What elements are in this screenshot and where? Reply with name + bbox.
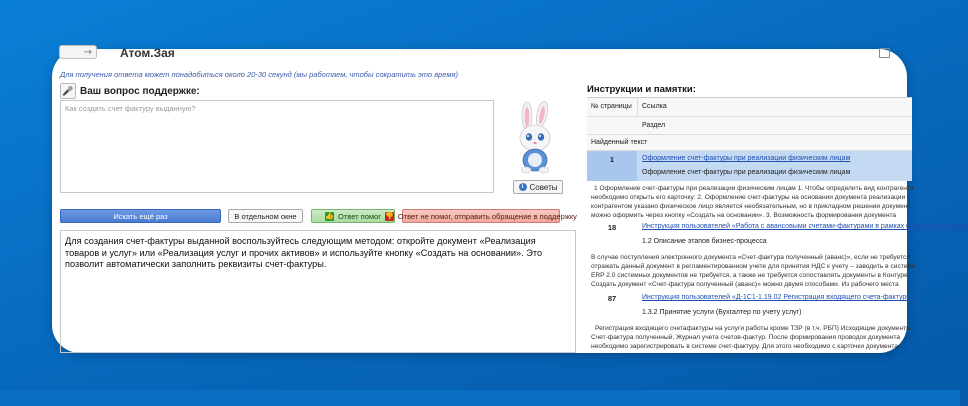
background-stripe	[0, 390, 960, 406]
column-found-text-header[interactable]: Найденный текст	[591, 139, 648, 146]
column-link-header[interactable]: Ссылка	[642, 103, 667, 110]
result-link[interactable]: Оформление счет-фактуры при реализации физическим лицам	[642, 155, 851, 162]
thumbs-down-icon: 👎	[385, 213, 394, 220]
microphone-icon: 🎤	[62, 85, 74, 96]
bunny-mascot-icon	[509, 102, 561, 174]
answer-text-area[interactable]	[60, 230, 576, 353]
result-found-text: необходимо открыть его карточку: 2. Оформление счет-фактуры на основании документа реализации	[591, 194, 906, 201]
answer-text: Для создания счет-фактуры выданной воспользуйтесь следующим методом: откройте документ «Реализация товаров и услуг» или «Реализация услуг и прочих активов» и используйте кнопку «Создать на основании». Это позволит автоматически заполнить реквизиты счет-фактуры.	[65, 236, 543, 270]
table-row[interactable]	[587, 151, 912, 181]
tips-label: Советы	[529, 182, 558, 192]
app-title: Атом.Зая	[120, 46, 175, 60]
search-again-button[interactable]: Искать ещё раз	[60, 209, 221, 223]
result-found-text: отражать данный документ в регламентированном учете для принятия НДС к учету – заводить в системе	[591, 263, 916, 270]
result-section: Оформление счет-фактуры при реализации физическим лицам	[642, 169, 851, 176]
instructions-title: Инструкции и памятки:	[587, 84, 696, 95]
result-section: 1.3.2 Принятие услуги (Бухгалтер по учету услуг)	[642, 309, 802, 316]
result-found-text: Регистрация входящего счетафактуры на услуги работы кроме ТЗР (в т.ч. РБП) Исходящие документы	[595, 325, 911, 332]
arrow-right-icon: →	[83, 46, 92, 58]
instructions-panel	[585, 49, 968, 353]
answer-not-helped-label: Ответ не помог, отправить обращение в поддержку	[397, 211, 577, 221]
answer-helped-button[interactable]	[311, 209, 395, 223]
table-header-row-2	[587, 117, 912, 135]
answer-not-helped-button[interactable]	[385, 209, 577, 223]
list-item	[587, 251, 916, 292]
result-link[interactable]: Инструкция пользователей «Д-1С1-1.19.02 Регистрация входящего счета-фактуры»	[642, 294, 916, 301]
list-item	[587, 322, 912, 354]
result-found-text: можно оформить через кнопку «Создать на основании». 3. Возможность формирования документа	[591, 212, 897, 219]
table-row[interactable]	[587, 221, 968, 251]
question-label: Ваш вопрос поддержке:	[80, 85, 200, 97]
response-time-hint: Для получения ответа может понадобиться около 20-30 секунд (мы работаем, чтобы сократить это время)	[60, 70, 459, 79]
open-in-window-button[interactable]: В отдельном окне	[228, 209, 303, 223]
info-icon: i	[519, 183, 527, 191]
result-page-number: 1	[609, 155, 615, 164]
instructions-table	[587, 97, 968, 354]
list-item	[587, 181, 912, 221]
result-found-text: ERP 2.0 системных документов не требуется, а также не требуется сопоставлять документы в Контуре	[591, 272, 908, 279]
forward-button[interactable]	[59, 45, 97, 59]
microphone-button[interactable]	[60, 83, 76, 99]
result-section: 1.2 Описание этапов бизнес-процесса	[642, 238, 767, 245]
question-heading	[60, 83, 200, 99]
result-found-text: Счет-фактура полученный, Журнал учета счетов-фактур. После формирования проводок документа	[591, 334, 901, 341]
result-link[interactable]: Инструкция пользователей «Работа с авансовыми счетами-фактурами в рамках функциональности	[642, 223, 968, 230]
question-input[interactable]	[60, 100, 494, 193]
table-header-row	[587, 98, 912, 117]
table-row[interactable]	[587, 292, 916, 322]
answer-helped-label: Ответ помог	[338, 211, 381, 221]
thumbs-up-icon: 👍	[325, 213, 334, 220]
question-text: Как создать счет фактуру выданную?	[65, 104, 196, 113]
tips-button[interactable]	[513, 180, 563, 194]
column-section-header[interactable]: Раздел	[642, 122, 666, 129]
column-page-header[interactable]: № страницы	[591, 103, 632, 110]
result-found-text: 1 Оформление счет-фактуры при реализации физическим лицам 1. Чтобы определить вид контрагента	[594, 185, 914, 192]
app-window	[52, 46, 968, 353]
result-found-text: Создать документ «Счет-фактура полученный (аванс)» можно двумя способами. Из рабочего места	[591, 281, 899, 288]
result-page-number: 87	[607, 294, 617, 303]
table-header-row-3	[587, 135, 912, 151]
result-found-text: необходимо зарегистрировать в системе счет-фактуру. Для этого необходимо с карточки документа	[591, 343, 898, 350]
result-found-text: контрагентом указано физическое лицо является необязательным, но в прикладном решении документ	[591, 203, 911, 210]
result-page-number: 18	[607, 223, 617, 232]
result-found-text: В случае поступления электронного документа «Счет-фактура полученный (аванс)», если не требуется	[591, 254, 910, 261]
